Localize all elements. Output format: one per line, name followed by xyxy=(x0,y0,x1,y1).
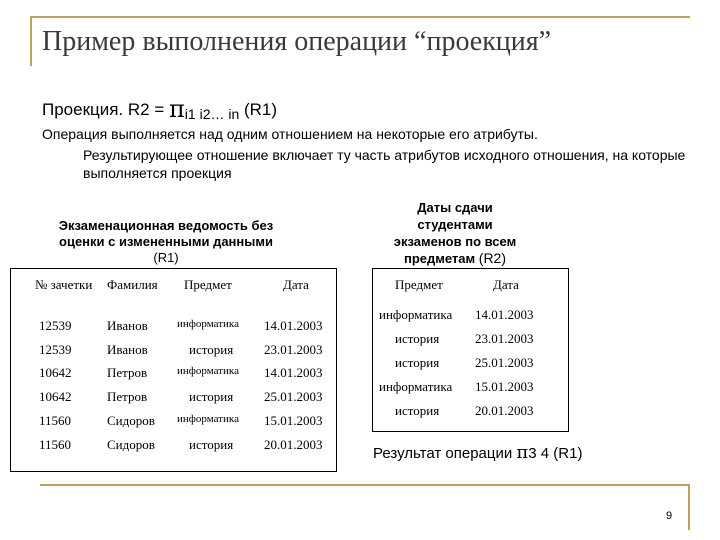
formula-suffix: (R1) xyxy=(239,100,278,119)
result-suffix: 3 4 (R1) xyxy=(528,445,583,462)
header-subject: Предмет xyxy=(184,277,232,292)
formula-subscript: i1 i2… in xyxy=(184,106,240,122)
table-cell: история xyxy=(395,331,440,346)
formula-prefix: Проекция. R2 = xyxy=(42,100,170,119)
left-caption-ref: (R1) xyxy=(153,250,179,265)
header-record-number: № зачетки xyxy=(35,277,93,292)
pi-symbol: π xyxy=(169,95,185,123)
description-line-2: Результирующее отношение включает ту часть атрибутов исходного отношения, на которые выполняется проекция xyxy=(83,147,686,181)
table-cell: 12539 xyxy=(39,318,72,333)
header-date: Дата xyxy=(283,277,309,292)
pi-symbol: π xyxy=(516,442,529,463)
table-cell: 14.01.2003 xyxy=(475,307,534,322)
table-cell: 11560 xyxy=(39,437,72,452)
table-cell: информатика xyxy=(379,307,453,322)
table-cell: история xyxy=(189,342,234,357)
table-cell: информатика xyxy=(177,365,239,377)
left-caption-text: Экзаменационная ведомость без оценки с измененными данными xyxy=(58,218,274,249)
table-cell: история xyxy=(189,389,234,404)
table-cell: 15.01.2003 xyxy=(475,379,534,394)
left-table-caption xyxy=(48,218,284,266)
left-table xyxy=(10,268,337,472)
header-date: Дата xyxy=(493,277,519,292)
title-frame-horizontal xyxy=(30,16,690,18)
result-prefix: Результат операции xyxy=(373,445,517,462)
table-cell: 20.01.2003 xyxy=(264,437,323,452)
table-cell: 25.01.2003 xyxy=(264,389,323,404)
table-cell: 23.01.2003 xyxy=(264,342,323,357)
table-cell: 20.01.2003 xyxy=(475,403,534,418)
table-cell: 15.01.2003 xyxy=(264,413,323,428)
table-cell: история xyxy=(189,437,234,452)
footer-line xyxy=(40,484,688,486)
projection-formula xyxy=(42,95,277,123)
header-subject: Предмет xyxy=(395,277,443,292)
table-cell: Иванов xyxy=(107,342,148,357)
table-cell: 11560 xyxy=(39,413,72,428)
table-cell: история xyxy=(395,403,440,418)
table-cell: 23.01.2003 xyxy=(475,331,534,346)
table-cell: 12539 xyxy=(39,342,72,357)
description-line-1: Операция выполняется над одним отношением на некоторые его атрибуты. xyxy=(42,126,538,142)
table-cell: история xyxy=(395,355,440,370)
table-cell: Сидоров xyxy=(107,437,155,452)
table-cell: информатика xyxy=(177,318,239,330)
page-title: Пример выполнения операции “проекция” xyxy=(42,26,552,57)
table-cell: 10642 xyxy=(39,389,72,404)
title-frame-vertical xyxy=(30,16,32,66)
right-table xyxy=(372,268,569,432)
header-surname: Фамилия xyxy=(107,277,158,292)
table-cell: Петров xyxy=(107,389,148,404)
table-cell: 14.01.2003 xyxy=(264,318,323,333)
right-caption-ref: (R2) xyxy=(478,250,507,266)
table-cell: 14.01.2003 xyxy=(264,365,323,380)
table-cell: Сидоров xyxy=(107,413,155,428)
table-cell: Иванов xyxy=(107,318,148,333)
right-table-caption xyxy=(385,199,525,267)
right-caption-text: Даты сдачи студентами экзаменов по всем предметам xyxy=(393,200,517,266)
table-cell: информатика xyxy=(177,413,239,425)
table-cell: 10642 xyxy=(39,365,72,380)
table-cell: информатика xyxy=(379,379,453,394)
page-number: 9 xyxy=(666,510,673,522)
table-cell: Петров xyxy=(107,365,148,380)
footer-line-vertical xyxy=(688,484,690,530)
table-cell: 25.01.2003 xyxy=(475,355,534,370)
result-caption xyxy=(373,442,582,463)
